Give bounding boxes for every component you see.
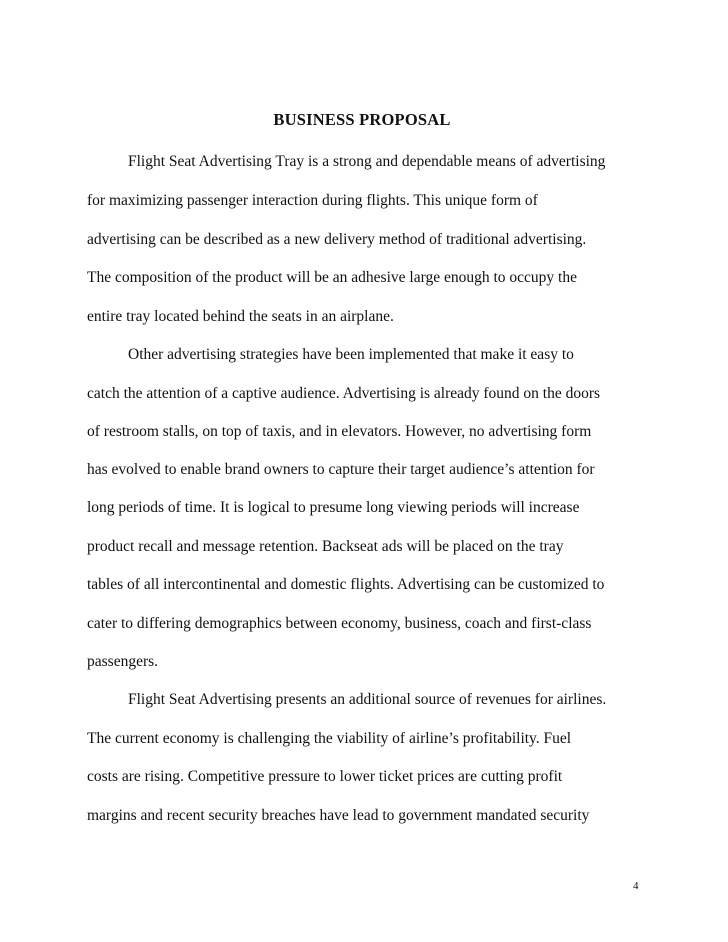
paragraph-1-line-5: entire tray located behind the seats in an airplane.	[87, 308, 394, 325]
paragraph-2-line-5: long periods of time. It is logical to presume long viewing periods will increase	[87, 499, 580, 516]
document-title	[0, 110, 728, 130]
paragraph-3-line-1: Flight Seat Advertising presents an additional source of revenues for airlines.	[128, 691, 607, 708]
paragraph-2-line-1: Other advertising strategies have been implemented that make it easy to	[128, 346, 574, 363]
paragraph-1-line-4: The composition of the product will be an adhesive large enough to occupy the	[87, 269, 577, 286]
paragraph-2-line-8: cater to differing demographics between economy, business, coach and first-class	[87, 615, 592, 632]
paragraph-2-line-4: has evolved to enable brand owners to capture their target audience’s attention for	[87, 461, 595, 478]
paragraph-2-line-7: tables of all intercontinental and domestic flights. Advertising can be customized to	[87, 576, 605, 593]
paragraph-2-line-9: passengers.	[87, 653, 159, 670]
paragraph-2-line-3: of restroom stalls, on top of taxis, and in elevators. However, no advertising form	[87, 423, 592, 440]
paragraph-1-line-1: Flight Seat Advertising Tray is a strong and dependable means of advertising	[128, 153, 606, 170]
paragraph-3-line-3: costs are rising. Competitive pressure to lower ticket prices are cutting profit	[87, 768, 563, 785]
paragraph-1-line-2: for maximizing passenger interaction during flights. This unique form of	[87, 192, 538, 209]
document-title-text: BUSINESS PROPOSAL	[273, 110, 451, 129]
paragraph-1-line-3: advertising can be described as a new delivery method of traditional advertising.	[87, 231, 587, 248]
paragraph-2-line-6: product recall and message retention. Backseat ads will be placed on the tray	[87, 538, 564, 555]
paragraph-3-line-2: The current economy is challenging the viability of airline’s profitability. Fuel	[87, 730, 572, 747]
paragraph-2-line-2: catch the attention of a captive audience. Advertising is already found on the doors	[87, 385, 601, 402]
page-number: 4	[633, 880, 639, 892]
paragraph-3-line-4: margins and recent security breaches have lead to government mandated security	[87, 807, 590, 824]
